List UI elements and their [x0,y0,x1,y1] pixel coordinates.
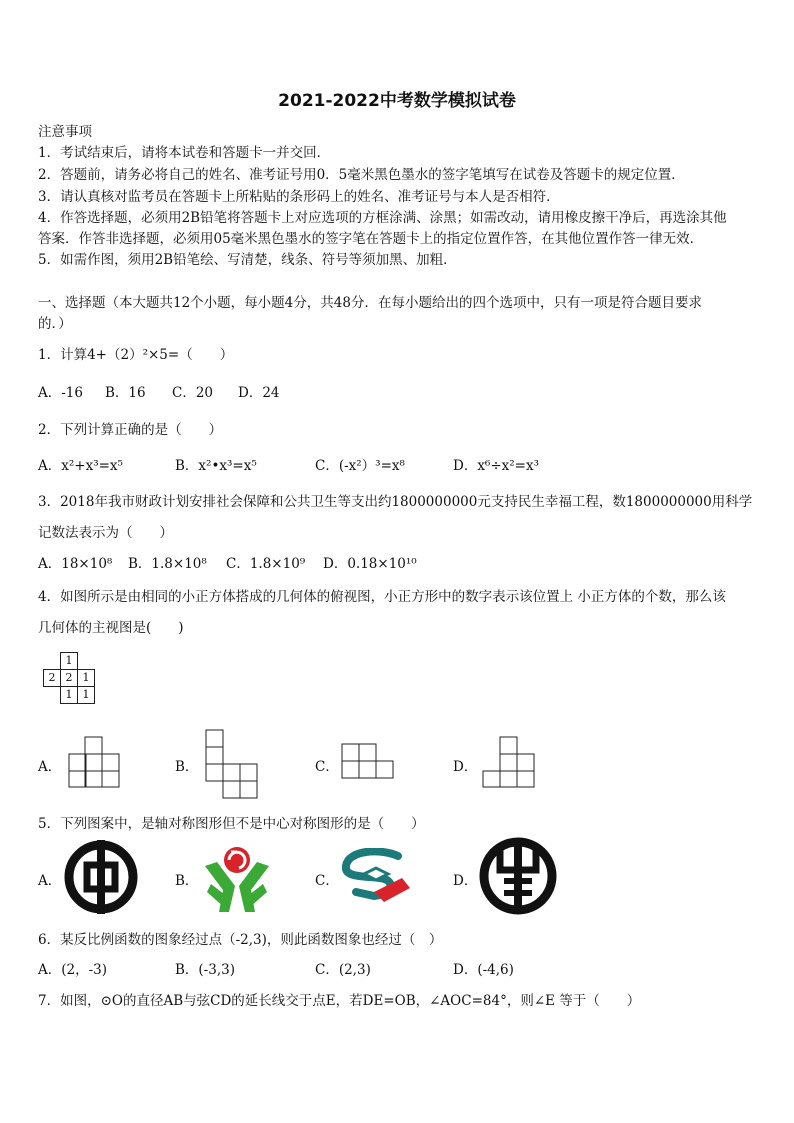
q1-option-c[interactable]: C．20 [172,385,214,401]
q3-option-d[interactable]: D．0.18×10¹⁰ [323,556,417,572]
q6-option-a[interactable]: A．(2，-3) [38,962,108,978]
q2-option-d[interactable]: D．x⁶÷x²=x³ [453,458,540,474]
note-item: 2．答题前，请务必将自己的姓名、准考证号用0．5毫米黑色墨水的签字笔填写在试卷及答题卡的规定位置． [38,167,685,183]
q5-option-b-label[interactable]: B． [175,873,199,889]
bank-of-china-logo[interactable] [62,838,140,916]
grid-cell: 1 [61,687,78,704]
question-4-stem: 4．如图所示是由相同的小正方体搭成的几何体的俯视图，小正方形中的数字表示该位置上 小正方体的个数，那么该 [38,589,726,605]
q4-option-a-label[interactable]: A． [38,759,62,775]
q2-option-b[interactable]: B．x²•x³=x⁵ [175,458,257,474]
q1-option-d[interactable]: D．24 [238,385,280,401]
q1-option-a[interactable]: A．-16 [38,385,83,401]
q4-option-c-label[interactable]: C． [315,759,339,775]
agricultural-development-bank-logo[interactable] [201,840,273,914]
q6-option-c[interactable]: C．(2,3) [315,962,371,978]
notes-heading: 注意事项 [38,124,92,140]
question-3-stem: 3．2018年我市财政计划安排社会保障和公共卫生等支出约1800000000元支持民生幸福工程，数1800000000用科学 [38,494,753,510]
question-4-stem-cont: 几何体的主视图是( ) [38,620,184,636]
q4-option-d-label[interactable]: D． [453,759,478,775]
q2-option-a[interactable]: A．x²+x³=x⁵ [38,458,123,474]
q2-option-c[interactable]: C．(-x²）³=x⁸ [315,458,405,474]
note-item: 3．请认真核对监考员在答题卡上所粘贴的条形码上的姓名、准考证号与本人是否相符． [38,189,560,205]
grid-cell: 1 [78,670,95,687]
question-5-stem: 5．下列图案中，是轴对称图形但不是中心对称图形的是（ ） [38,816,425,832]
q3-option-c[interactable]: C．1.8×10⁹ [226,556,306,572]
top-view-grid [43,652,95,704]
q6-option-b[interactable]: B．(-3,3) [175,962,235,978]
q6-option-d[interactable]: D．(-4,6) [453,962,514,978]
construction-bank-logo[interactable] [340,848,416,908]
q5-option-a-label[interactable]: A． [38,873,62,889]
question-7-stem: 7．如图，⊙O的直径AB与弦CD的延长线交于点E，若DE=OB，∠AOC=84°，则∠E 等于（ ） [38,993,641,1009]
grid-cell: 1 [61,653,78,670]
question-1-stem: 1．计算4+（2）²×5=（ ） [38,347,234,363]
note-item: 答案．作答非选择题，必须用05毫米黑色墨水的签字笔在答题卡上的指定位置作答，在其他位置作答一律无效． [38,231,704,247]
q4-option-a-figure[interactable] [68,736,124,788]
section-heading-cont: 的．） [38,316,72,332]
question-2-stem: 2．下列计算正确的是（ ） [38,422,223,438]
grid-cell: 2 [44,670,61,687]
agricultural-bank-logo[interactable] [478,836,558,916]
question-6-stem: 6．某反比例函数的图象经过点（-2,3)，则此函数图象也经过（ ） [38,932,443,948]
exam-title: 2021-2022中考数学模拟试卷 [278,91,516,111]
q4-option-c-figure[interactable] [341,743,397,779]
grid-cell: 2 [61,670,78,687]
note-item: 1．考试结束后，请将本试卷和答题卡一并交回． [38,145,331,161]
q4-option-b-figure[interactable] [205,729,261,799]
q5-option-d-label[interactable]: D． [453,873,478,889]
grid-cell: 1 [78,687,95,704]
section-heading: 一、选择题（本大题共12个小题，每小题4分，共48分．在每小题给出的四个选项中，只有一项是符合题目要求 [38,295,702,311]
note-item: 4．作答选择题，必须用2B铅笔将答题卡上对应选项的方框涂满、涂黑；如需改动，请用橡皮擦干净后，再选涂其他 [38,210,727,226]
q5-option-c-label[interactable]: C． [315,873,339,889]
note-item: 5．如需作图，须用2B铅笔绘、写清楚，线条、符号等须加黑、加粗． [38,252,457,268]
q3-option-b[interactable]: B．1.8×10⁸ [128,556,207,572]
q4-option-d-figure[interactable] [482,736,538,788]
q3-option-a[interactable]: A．18×10⁸ [38,556,113,572]
q1-option-b[interactable]: B．16 [105,385,146,401]
question-3-stem-cont: 记数法表示为（ ） [38,525,173,541]
q4-option-b-label[interactable]: B． [175,759,199,775]
